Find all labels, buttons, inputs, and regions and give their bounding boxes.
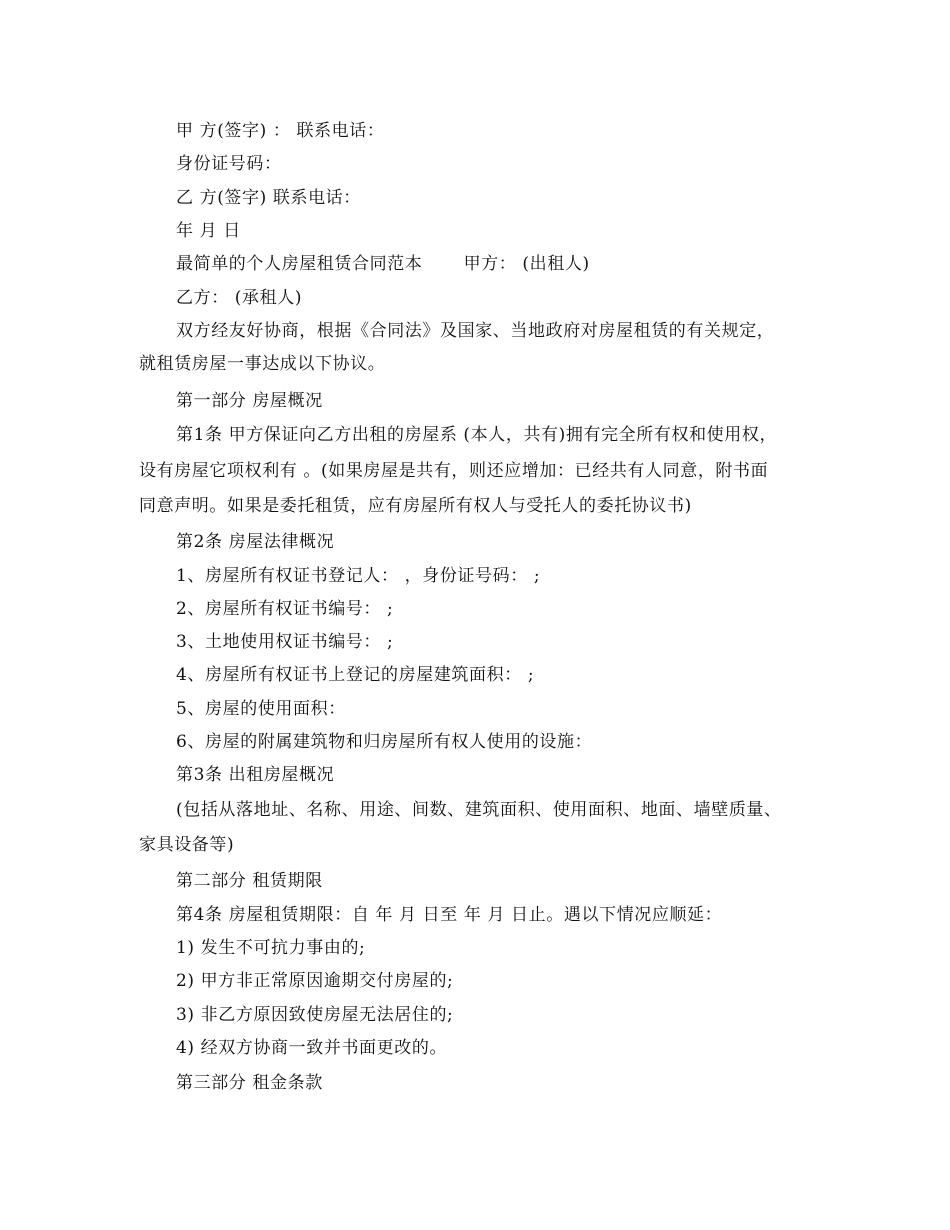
article-4-item-4: 4) 经双方协商一致并书面更改的。 — [176, 1038, 448, 1058]
article-2-item-6: 6、房屋的附属建筑物和归房屋所有权人使用的设施： — [176, 732, 593, 752]
article-4-item-1: 1) 发生不可抗力事由的; — [176, 938, 366, 958]
contract-title-line: 最简单的个人房屋租赁合同范本 甲方： (出租人) — [176, 254, 590, 274]
party-a-signature-line: 甲 方(签字) ： 联系电话： — [176, 121, 385, 141]
article-1-line-2: 设有房屋它项权利有 。(如果房屋是共有，则还应增加：已经共有人同意，附书面 — [139, 461, 769, 481]
preamble-line-2: 就租赁房屋一事达成以下协议。 — [139, 354, 386, 374]
article-4-item-3: 3) 非乙方原因致使房屋无法居住的; — [176, 1005, 454, 1025]
article-2-item-1: 1、房屋所有权证书登记人： ，身份证号码： ; — [176, 566, 541, 586]
article-2-item-5: 5、房屋的使用面积： — [176, 699, 346, 719]
article-2-item-3: 3、土地使用权证书编号： ; — [176, 632, 394, 652]
article-1-line-1: 第1条 甲方保证向乙方出租的房屋系 (本人，共有)拥有完全所有权和使用权， — [176, 425, 778, 445]
part-three-heading: 第三部分 租金条款 — [176, 1073, 323, 1093]
article-2-heading: 第2条 房屋法律概况 — [176, 532, 335, 552]
article-3-line-1: (包括从落地址、名称、用途、间数、建筑面积、使用面积、地面、墙壁质量、 — [176, 800, 782, 820]
article-3-heading: 第3条 出租房屋概况 — [176, 765, 335, 785]
article-1-line-3: 同意声明。如果是委托租赁，应有房屋所有权人与受托人的委托协议书) — [139, 496, 692, 516]
part-two-heading: 第二部分 租赁期限 — [176, 871, 323, 891]
date-line: 年 月 日 — [176, 221, 241, 241]
part-one-heading: 第一部分 房屋概况 — [176, 391, 323, 411]
party-b-line: 乙方： (承租人) — [176, 288, 303, 308]
party-b-signature-line: 乙 方(签字) 联系电话： — [176, 188, 361, 208]
article-2-item-2: 2、房屋所有权证书编号： ; — [176, 599, 394, 619]
article-4-line: 第4条 房屋租赁期限：自 年 月 日至 年 月 日止。遇以下情况应顺延： — [176, 905, 723, 925]
article-2-item-4: 4、房屋所有权证书上登记的房屋建筑面积： ; — [176, 665, 535, 685]
article-4-item-2: 2) 甲方非正常原因逾期交付房屋的; — [176, 971, 454, 991]
preamble-line-1: 双方经友好协商，根据《合同法》及国家、当地政府对房屋租赁的有关规定， — [176, 321, 775, 341]
article-3-line-2: 家具设备等) — [139, 835, 235, 855]
id-number-line: 身份证号码： — [176, 154, 282, 174]
